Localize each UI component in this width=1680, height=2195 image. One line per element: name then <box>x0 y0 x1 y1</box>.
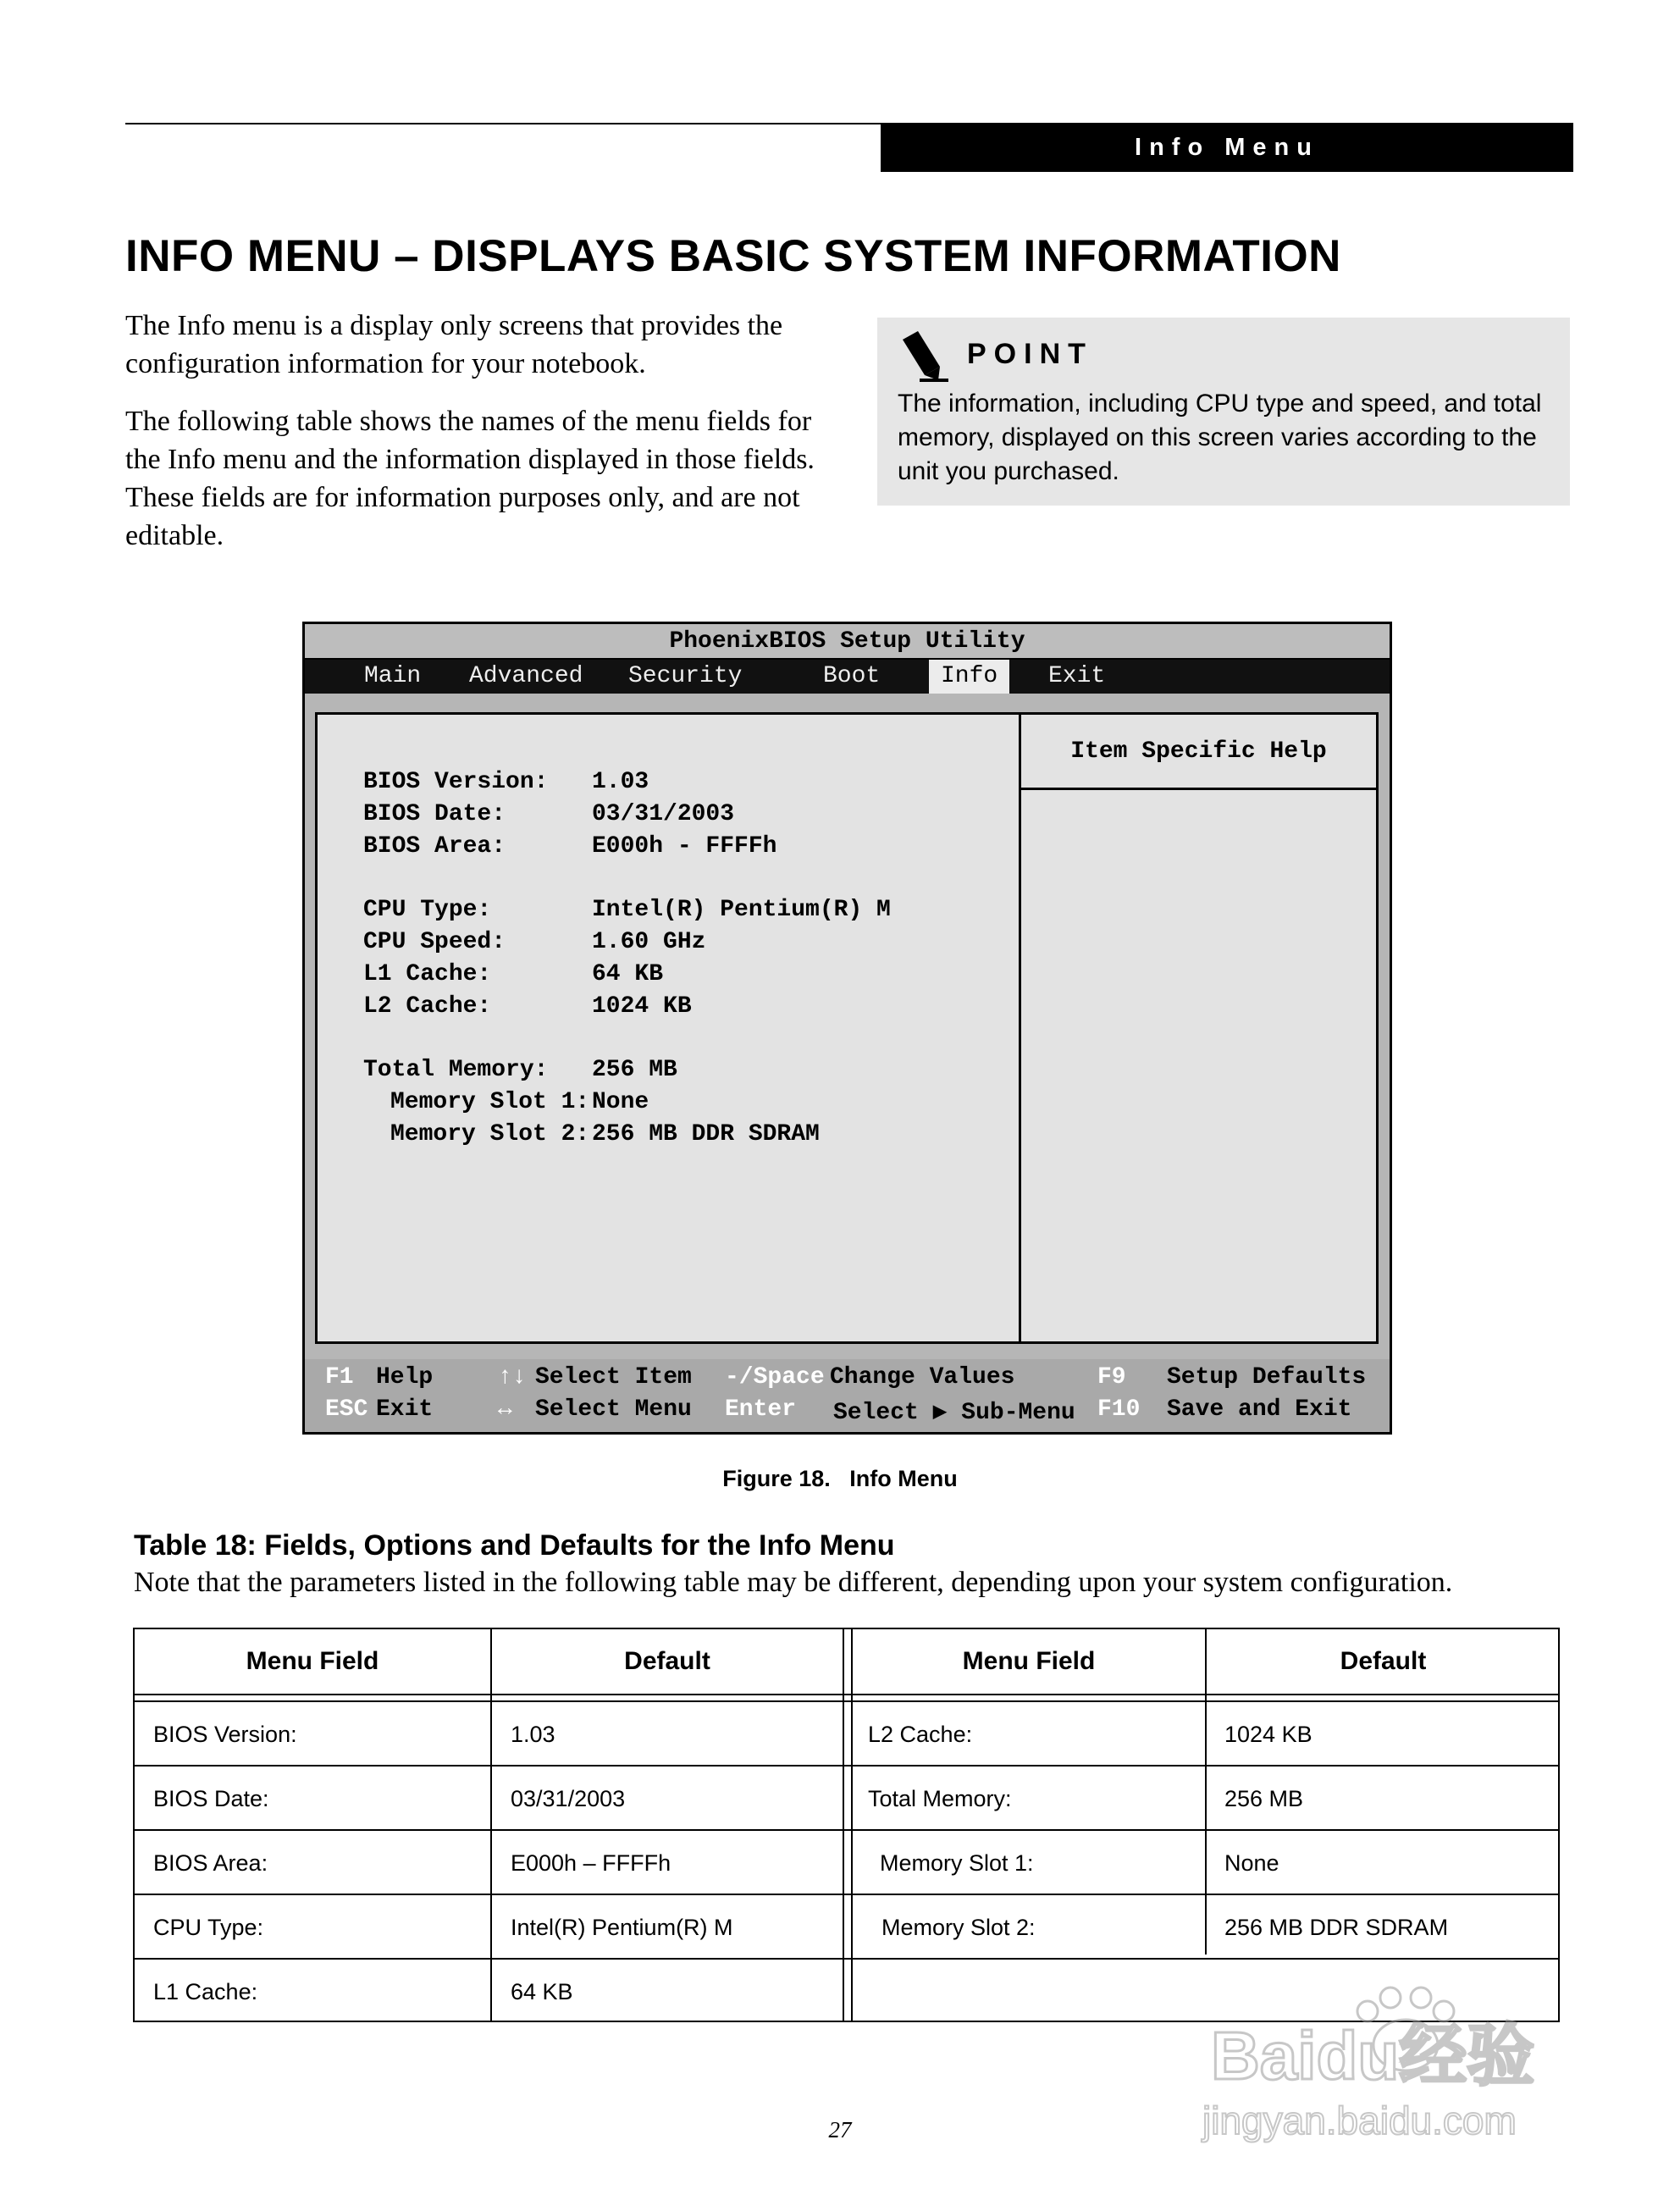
info-menu-table <box>133 1628 1560 2022</box>
pencil-icon <box>896 329 950 384</box>
bios-menu-advanced[interactable]: Advanced <box>469 663 583 689</box>
key-f9: F9 <box>1097 1364 1126 1391</box>
watermark-brand: Baidu经验 <box>1211 2018 1535 2093</box>
table-cell: BIOS Area: <box>153 1849 268 1876</box>
table-cell: L2 Cache: <box>868 1721 973 1747</box>
table-header-cell: Menu Field <box>246 1647 379 1675</box>
table-cell: Intel(R) Pentium(R) M <box>511 1914 733 1940</box>
table-cell: 256 MB DDR SDRAM <box>1224 1914 1449 1940</box>
table-vline <box>843 1629 844 2021</box>
bios-row-memory-slot-1: Memory Slot 1:None <box>390 1089 649 1115</box>
bios-screen <box>302 622 1392 1435</box>
bios-row-total-memory: Total Memory: 256 MB <box>363 1057 677 1083</box>
table-cell: Memory Slot 1: <box>880 1849 1034 1876</box>
table-cell: BIOS Version: <box>153 1721 297 1747</box>
bios-menu-exit[interactable]: Exit <box>1048 663 1106 689</box>
table-cell: BIOS Date: <box>153 1785 269 1811</box>
table-hline <box>135 1829 1558 1831</box>
key-enter-text: Select ▶ Sub-Menu <box>833 1400 1075 1426</box>
bios-panel-divider <box>1019 715 1021 1341</box>
table-header-cell: Menu Field <box>962 1647 1096 1675</box>
bios-row-memory-slot-2: Memory Slot 2:256 MB DDR SDRAM <box>390 1121 820 1147</box>
bios-footer <box>305 1359 1390 1432</box>
bios-row-bios-area: BIOS Area: E000h - FFFFh <box>363 833 777 860</box>
figure-caption: Figure 18. Info Menu <box>722 1466 958 1491</box>
table-cell: Total Memory: <box>868 1785 1012 1811</box>
bios-title: PhoenixBIOS Setup Utility <box>305 624 1390 660</box>
key-esc: ESC <box>325 1396 368 1423</box>
bios-menu-boot[interactable]: Boot <box>823 663 881 689</box>
table-cell: 256 MB <box>1224 1785 1304 1811</box>
key-esc-text: Exit <box>376 1396 434 1423</box>
point-label: POINT <box>967 338 1093 370</box>
table-cell: L1 Cache: <box>153 1978 258 2004</box>
key-f1: F1 <box>325 1364 354 1391</box>
key-space: -/Space <box>725 1364 825 1391</box>
table-cell: None <box>1224 1849 1279 1876</box>
key-updown: ↑↓ <box>498 1364 527 1391</box>
page-number: 27 <box>828 2117 852 2142</box>
section-tab: Info Menu <box>881 123 1573 172</box>
table-header-cell: Default <box>624 1647 710 1675</box>
table-cell: 64 KB <box>511 1978 573 2004</box>
bios-menubar <box>305 660 1390 694</box>
bios-main-panel <box>315 712 1379 1344</box>
key-f10: F10 <box>1097 1396 1141 1423</box>
bios-row-cpu-type: CPU Type: Intel(R) Pentium(R) M <box>363 897 891 923</box>
table-note: Note that the parameters listed in the following table may be different, depending upon your system configuration. <box>134 1567 1453 1598</box>
table-cell: CPU Type: <box>153 1914 264 1940</box>
table-header-cell: Default <box>1340 1647 1427 1675</box>
bios-menu-main[interactable]: Main <box>364 663 422 689</box>
bios-row-cpu-speed: CPU Speed: 1.60 GHz <box>363 929 706 955</box>
page-title: INFO MENU – DISPLAYS BASIC SYSTEM INFORMATION <box>125 231 1341 281</box>
bios-help-title: Item Specific Help <box>1021 715 1376 790</box>
key-updown-text: Select Item <box>535 1364 692 1391</box>
table-cell: E000h – FFFFh <box>511 1849 671 1876</box>
key-leftright: ↔ <box>498 1396 512 1423</box>
table-title: Table 18: Fields, Options and Defaults for the Info Menu <box>134 1529 895 1562</box>
bios-row-bios-version: BIOS Version: 1.03 <box>363 769 649 795</box>
intro-paragraph-1: The Info menu is a display only screens that provides the configuration information for your notebook. <box>125 310 783 379</box>
key-enter: Enter <box>725 1396 797 1423</box>
point-text: The information, including CPU type and speed, and total memory, displayed on this screen varies according to the unit you purchased. <box>898 390 1542 485</box>
bios-row-l1-cache: L1 Cache: 64 KB <box>363 961 664 987</box>
key-leftright-text: Select Menu <box>535 1396 692 1423</box>
table-hline <box>135 1694 1558 1695</box>
baidu-watermark <box>1194 1986 1592 2155</box>
watermark-url: jingyan.baidu.com <box>1202 2098 1517 2142</box>
table-hline <box>135 1700 1558 1702</box>
key-f1-text: Help <box>376 1364 434 1391</box>
bios-row-l2-cache: L2 Cache: 1024 KB <box>363 993 692 1020</box>
point-callout <box>877 318 1570 506</box>
bios-row-bios-date: BIOS Date: 03/31/2003 <box>363 801 735 827</box>
table-cell: 1024 KB <box>1224 1721 1312 1747</box>
table-cell: Memory Slot 2: <box>881 1914 1036 1940</box>
key-f10-text: Save and Exit <box>1167 1396 1352 1423</box>
bios-menu-security[interactable]: Security <box>628 663 743 689</box>
key-space-text: Change Values <box>830 1364 1015 1391</box>
table-hline <box>135 1765 1558 1767</box>
table-cell: 1.03 <box>511 1721 555 1747</box>
key-f9-text: Setup Defaults <box>1167 1364 1367 1391</box>
intro-paragraph-2: The following table shows the names of the menu fields for the Info menu and the information displayed in those fields. These fields are for information purposes only, and are not editable. <box>125 406 815 551</box>
table-cell: 03/31/2003 <box>511 1785 626 1811</box>
bios-menu-info[interactable]: Info <box>929 660 1009 694</box>
